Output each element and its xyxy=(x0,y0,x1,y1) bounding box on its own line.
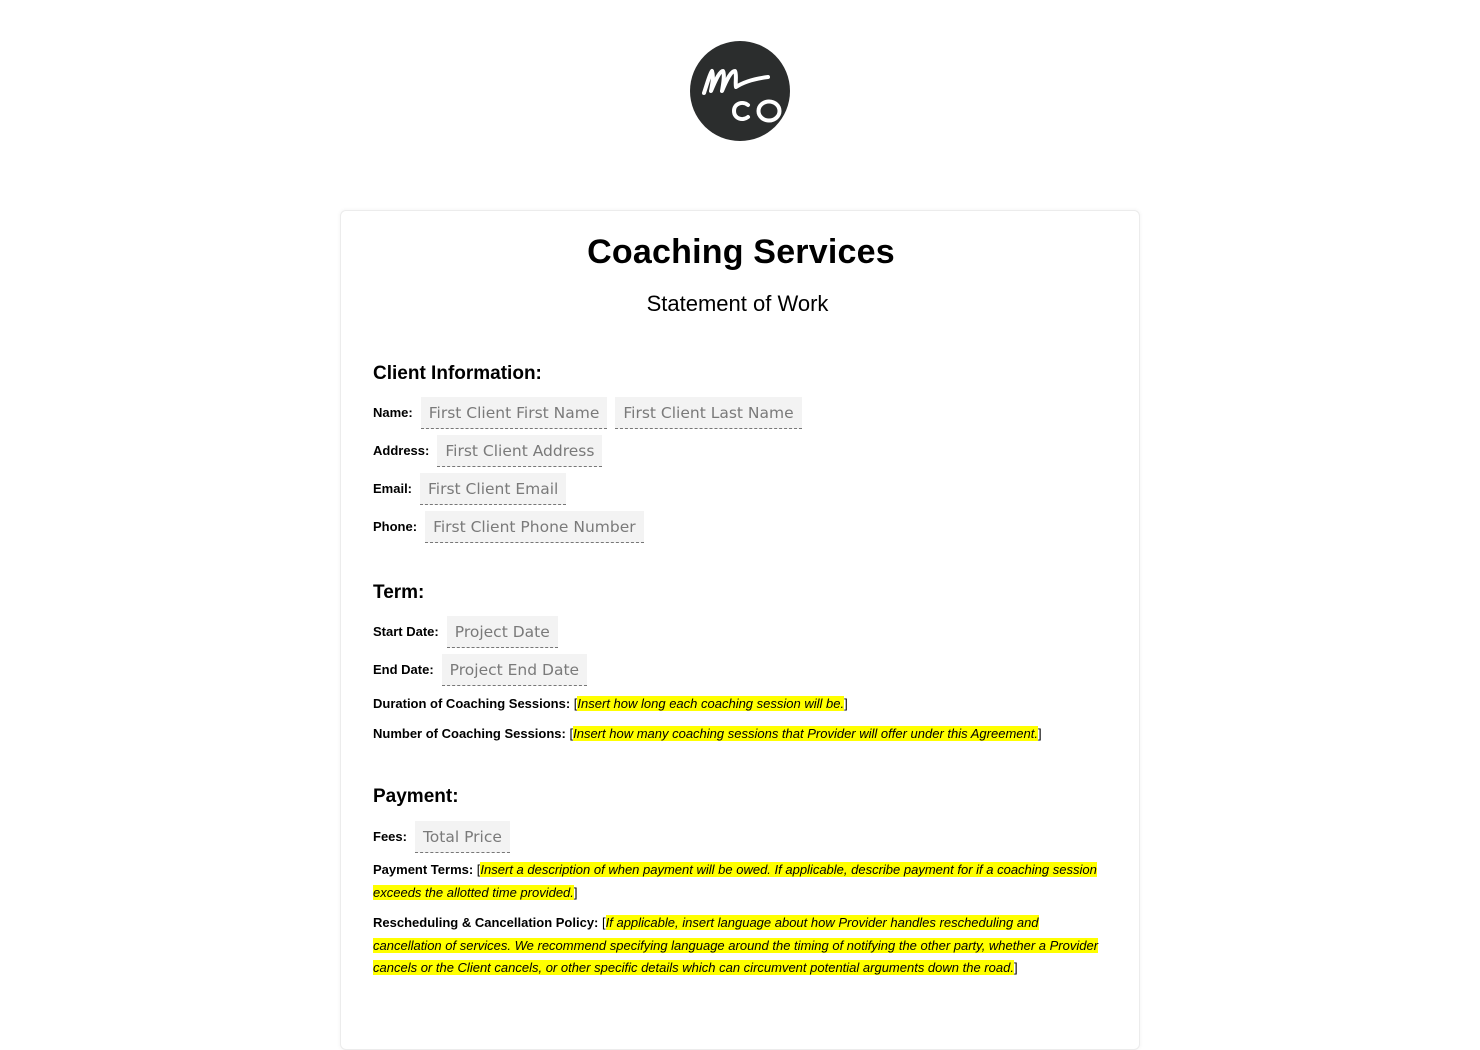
fees-label: Fees: xyxy=(373,829,407,844)
payment-heading: Payment: xyxy=(373,786,459,807)
duration-text: Insert how long each coaching session will be. xyxy=(577,696,845,711)
document-card xyxy=(340,210,1140,1050)
fees-field[interactable]: Total Price xyxy=(415,821,510,853)
phone-field[interactable]: First Client Phone Number xyxy=(425,511,644,543)
term-heading: Term: xyxy=(373,582,425,603)
number-sessions-text: Insert how many coaching sessions that Provider will offer under this Agreement. xyxy=(573,726,1038,741)
address-row xyxy=(373,435,610,469)
name-row xyxy=(373,397,810,431)
last-name-field[interactable]: First Client Last Name xyxy=(615,397,801,429)
document-title: Coaching Services xyxy=(587,233,895,271)
payment-terms-label: Payment Terms: xyxy=(373,862,474,877)
start-date-label: Start Date: xyxy=(373,624,439,639)
first-name-field[interactable]: First Client First Name xyxy=(421,397,608,429)
start-date-row xyxy=(373,616,566,650)
address-label: Address: xyxy=(373,443,430,458)
address-field[interactable]: First Client Address xyxy=(437,435,602,467)
logo-mark-icon xyxy=(690,41,790,141)
end-date-row xyxy=(373,654,595,688)
number-sessions-label: Number of Coaching Sessions: xyxy=(373,726,566,741)
name-label: Name: xyxy=(373,405,413,420)
end-date-label: End Date: xyxy=(373,662,434,677)
email-label: Email: xyxy=(373,481,413,496)
phone-label: Phone: xyxy=(373,519,418,534)
duration-label: Duration of Coaching Sessions: xyxy=(373,696,571,711)
cancellation-policy-paragraph: Rescheduling & Cancellation Policy: [If applicable, insert language about how Provider handles rescheduling and cancellation of services. We recommend specifying language around the timing of notifying the other party, whether a Provider cancels or the Client cancels, or other specific details which can circumvent potential arguments down the road.] xyxy=(373,915,1099,975)
payment-terms-text: Insert a description of when payment will be owed. If applicable, describe payment for if a coaching session exceeds the allotted time provided. xyxy=(373,862,1097,900)
payment-terms-paragraph: Payment Terms: [Insert a description of when payment will be owed. If applicable, describe payment for if a coaching session exceeds the allotted time provided.] xyxy=(373,862,1097,900)
email-row xyxy=(373,473,574,507)
start-date-field[interactable]: Project Date xyxy=(447,616,558,648)
email-field[interactable]: First Client Email xyxy=(420,473,566,505)
end-date-field[interactable]: Project End Date xyxy=(442,654,587,686)
cancellation-policy-label: Rescheduling & Cancellation Policy: xyxy=(373,915,599,930)
document-subtitle: Statement of Work xyxy=(646,291,829,316)
cancellation-policy-text: If applicable, insert language about how Provider handles rescheduling and cancellation of services. We recommend specifying language around the timing of notifying the other party, whether a Provider cancels or the Client cancels, or other specific details which can circumvent potential arguments down the road. xyxy=(373,915,1099,975)
client-information-heading: Client Information: xyxy=(373,363,542,384)
fees-row xyxy=(373,821,518,855)
company-logo xyxy=(690,41,790,141)
phone-row xyxy=(373,511,652,545)
duration-paragraph: Duration of Coaching Sessions: [Insert how long each coaching session will be.] xyxy=(373,696,848,711)
number-sessions-paragraph: Number of Coaching Sessions: [Insert how many coaching sessions that Provider will offer under this Agreement.] xyxy=(373,726,1042,741)
